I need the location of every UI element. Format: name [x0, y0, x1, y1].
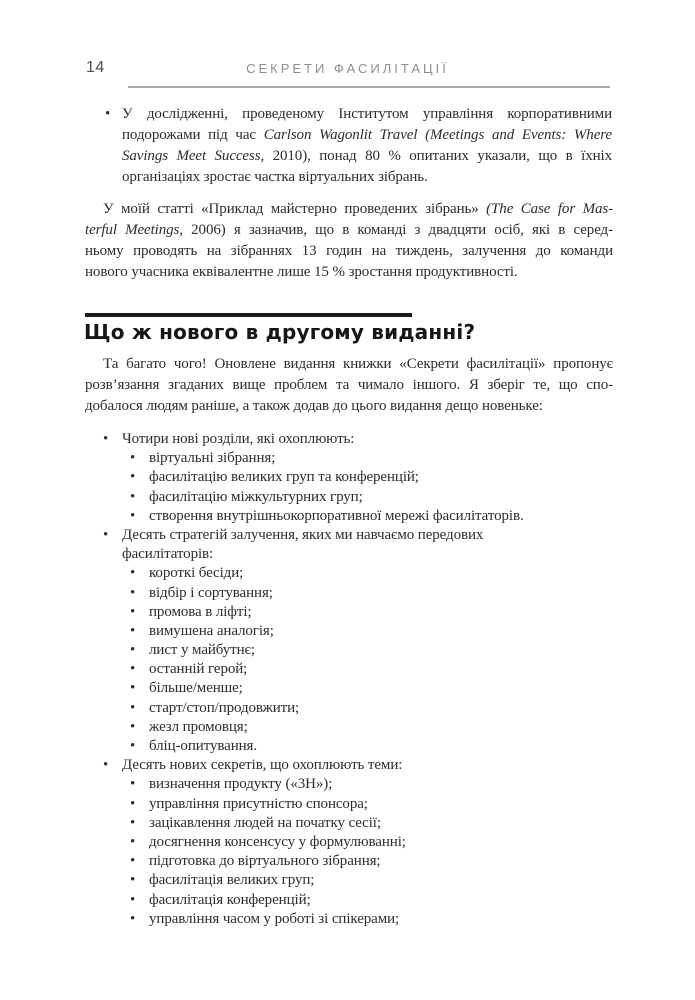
masterful-meetings-paragraph — [85, 199, 613, 283]
bullet-icon: • — [130, 584, 136, 601]
section-rule — [85, 313, 412, 317]
list-item-text: віртуальні зібрання; — [149, 450, 276, 467]
bullet-icon: • — [130, 488, 136, 505]
text-line — [122, 146, 612, 167]
text-segment: подорожами під час — [122, 127, 264, 143]
sub-list-item — [0, 891, 695, 910]
bullet-icon: • — [130, 469, 136, 486]
bullet-icon: • — [105, 106, 111, 122]
list-item-text: жезл промовця; — [149, 718, 248, 735]
bullet-icon: • — [130, 795, 136, 812]
list-item-text: управління часом у роботі зі спікерами; — [149, 910, 400, 927]
list-item-text: фасилітація великих груп; — [149, 872, 315, 889]
bullet-icon: • — [130, 507, 136, 524]
italic-text: terful Meetings, — [85, 222, 183, 238]
sub-list-item — [0, 679, 695, 698]
sub-list-item — [0, 449, 695, 468]
text-segment: 2006) я зазначив, що в команді з двадцяти осіб, які в серед- — [182, 222, 613, 238]
study-bullet-paragraph — [105, 104, 612, 188]
bullet-icon: • — [130, 776, 136, 793]
sub-list-item — [0, 564, 695, 583]
list-item-text: Десять стратегій залучення, яких ми навчаємо передових — [122, 526, 484, 543]
sub-list-item — [0, 641, 695, 660]
text-line — [85, 354, 613, 375]
bullet-icon: • — [130, 661, 136, 678]
text-segment: У моїй статті «Приклад майстерно проведених зібрань» — [103, 201, 487, 217]
bullet-icon: • — [130, 833, 136, 850]
section-heading: Що ж нового в другому виданні? — [84, 320, 476, 344]
sub-list-item — [0, 660, 695, 679]
text-line — [85, 241, 613, 262]
list-item-text: бліц-опитування. — [149, 738, 257, 754]
bullet-icon: • — [103, 431, 109, 447]
list-item-text: відбір і сортування; — [149, 584, 273, 601]
sub-list-item — [0, 910, 695, 929]
text-segment: добалося людям раніше, а також додав до цього видання дещо новеньке: — [85, 398, 543, 414]
list-item-text: підготовка до віртуального зібрання; — [149, 853, 381, 870]
list-item-text: більше/менше; — [149, 680, 243, 697]
list-item-text: зацікавлення людей на початку сесії; — [149, 814, 381, 831]
new-edition-list — [0, 430, 695, 929]
list-item-text: промова в ліфті; — [149, 603, 252, 620]
sub-list-item — [0, 814, 695, 833]
list-item-text: фасилітацію міжкультурних груп; — [149, 488, 363, 505]
italic-text: (The Case for Mas- — [486, 201, 613, 217]
bullet-icon: • — [130, 910, 136, 927]
list-item-text: Десять нових секретів, що охоплюють теми: — [122, 757, 403, 774]
list-item-text: управління присутністю спонсора; — [149, 795, 368, 812]
sub-list-item — [0, 775, 695, 794]
text-segment: організаціях зростає частка віртуальних зібрань. — [122, 169, 428, 185]
sub-list-item — [0, 737, 695, 756]
sub-list-item — [0, 622, 695, 641]
text-line — [122, 167, 612, 188]
bullet-icon: • — [130, 718, 136, 735]
text-segment: Та багато чого! Оновлене видання книжки «Секрети фасилітації» пропонує — [103, 356, 613, 372]
sub-list-item — [0, 584, 695, 603]
sub-list-item — [0, 852, 695, 871]
sub-list-item — [0, 507, 695, 526]
bullet-icon: • — [130, 622, 136, 639]
text-line — [85, 220, 613, 241]
list-item — [0, 430, 695, 449]
list-item-text: лист у майбутнє; — [149, 642, 255, 659]
text-line — [122, 125, 612, 146]
list-item-text: створення внутрішньокорпоративної мережі фасилітаторів. — [149, 507, 524, 524]
sub-list-item — [0, 603, 695, 622]
list-item — [0, 526, 695, 545]
list-item-text: Чотири нові розділи, які охоплюють: — [122, 431, 355, 447]
sub-list-item — [0, 488, 695, 507]
text-segment: розв’язання згаданих вище проблем та чимало іншого. Я зберіг те, що спо- — [85, 377, 613, 393]
list-item-text: досягнення консенсусу у формулюванні; — [149, 833, 406, 850]
list-item-text: старт/стоп/продовжити; — [149, 699, 300, 716]
text-segment: 2010), понад 80 % опитаних указали, що в їхніх — [264, 148, 612, 164]
bullet-icon: • — [103, 526, 109, 543]
list-item-text: фасилітація конференцій; — [149, 891, 311, 908]
text-line — [85, 375, 613, 396]
text-segment: У дослідженні, проведеному Інститутом управління корпоративними — [122, 106, 612, 122]
list-item-text: фасилітацію великих груп та конференцій; — [149, 469, 419, 486]
header-rule — [128, 86, 610, 88]
sub-list-item — [0, 718, 695, 737]
text-segment: ньому проводять на зібраннях 13 годин на тиждень, залучення до команди — [85, 243, 613, 259]
sub-list-item — [0, 468, 695, 487]
list-item-text: останній герой; — [149, 661, 248, 678]
list-item-text: вимушена аналогія; — [149, 622, 274, 639]
sub-list-item — [0, 795, 695, 814]
text-segment: нового учасника еквівалентне лише 15 % зростання продуктивності. — [85, 264, 518, 280]
bullet-icon: • — [130, 853, 136, 870]
bullet-icon: • — [130, 565, 136, 582]
bullet-icon: • — [130, 680, 136, 697]
text-line — [85, 199, 613, 220]
text-line — [122, 104, 612, 125]
bullet-icon: • — [130, 642, 136, 659]
text-line — [85, 262, 613, 283]
bullet-icon: • — [130, 814, 136, 831]
list-item-text: визначення продукту («3Н»); — [149, 776, 333, 793]
bullet-icon: • — [103, 757, 109, 774]
text-line — [85, 396, 613, 417]
running-title: СЕКРЕТИ ФАСИЛІТАЦІЇ — [246, 61, 449, 76]
list-item-text: короткі бесіди; — [149, 565, 244, 582]
bullet-icon: • — [130, 603, 136, 620]
sub-list-item — [0, 699, 695, 718]
italic-text: Carlson Wagonlit Travel (Meetings and Events: Where — [263, 127, 612, 143]
list-item-text: фасилітаторів: — [122, 546, 214, 563]
whats-new-paragraph — [85, 354, 613, 417]
page-number: 14 — [86, 59, 105, 76]
sub-list-item — [0, 833, 695, 852]
list-item — [0, 545, 695, 564]
sub-list-item — [0, 871, 695, 890]
bullet-icon: • — [130, 891, 136, 908]
bullet-icon: • — [130, 738, 136, 754]
bullet-icon: • — [130, 450, 136, 467]
italic-text: Savings Meet Success, — [122, 148, 265, 164]
list-item — [0, 756, 695, 775]
bullet-icon: • — [130, 872, 136, 889]
bullet-icon: • — [130, 699, 136, 716]
